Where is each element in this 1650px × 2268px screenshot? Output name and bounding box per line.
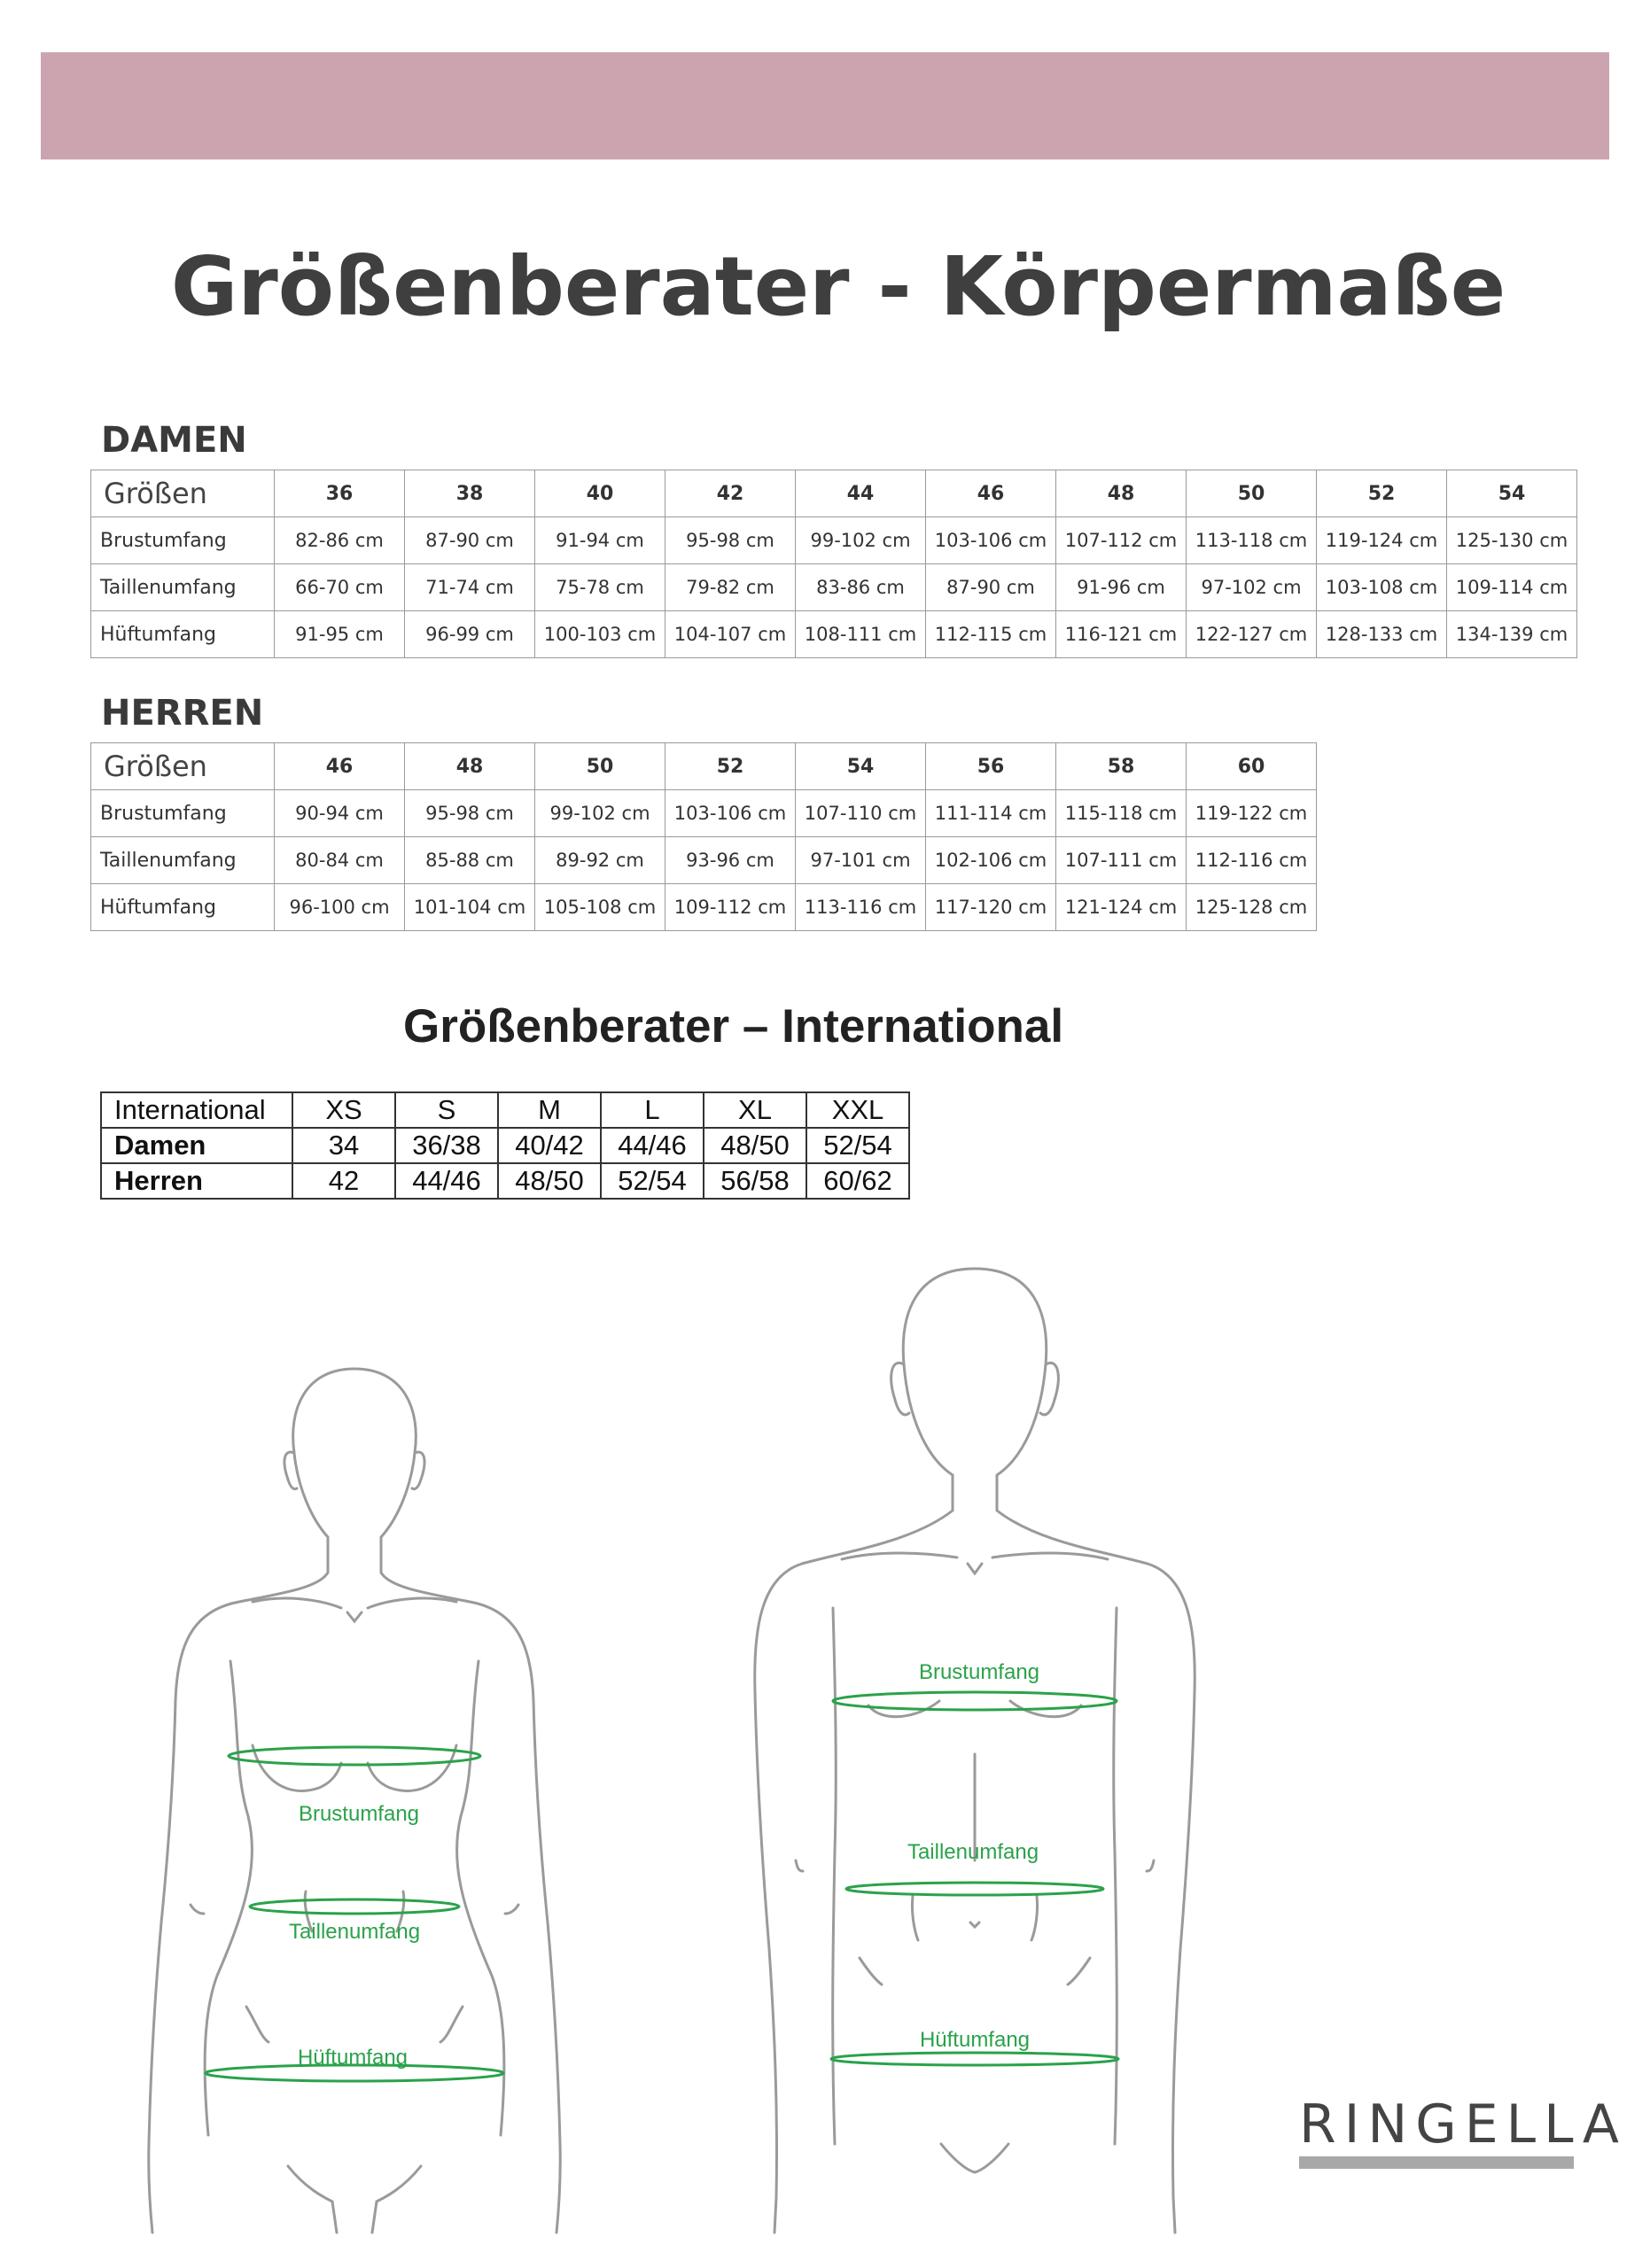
male-waist-label: Taillenumfang	[907, 1840, 1039, 1864]
table-cell: 122-127 cm	[1187, 611, 1317, 658]
male-bust-label: Brustumfang	[918, 1660, 1040, 1684]
international-size-table	[100, 1091, 910, 1200]
intl-header-cell: XS	[292, 1092, 395, 1128]
table-cell: 87-90 cm	[405, 517, 535, 564]
male-hip-label: Hüftumfang	[919, 2028, 1031, 2052]
table-cell: 75-78 cm	[535, 564, 665, 611]
female-body-figure	[106, 1355, 603, 2241]
row-label: Taillenumfang	[91, 564, 275, 611]
intl-header-cell: M	[498, 1092, 601, 1128]
table-cell: 108-111 cm	[796, 611, 926, 658]
table-cell: 48/50	[704, 1128, 806, 1163]
size-header-cell: 44	[796, 470, 926, 517]
table-cell: 107-111 cm	[1056, 837, 1187, 884]
table-cell: 82-86 cm	[275, 517, 405, 564]
female-waist-label: Taillenumfang	[288, 1920, 421, 1944]
table-cell: 91-94 cm	[535, 517, 665, 564]
table-cell: 112-116 cm	[1187, 837, 1317, 884]
table-cell: 117-120 cm	[926, 884, 1056, 931]
table-row	[91, 564, 1577, 611]
table-cell: 109-114 cm	[1447, 564, 1577, 611]
size-header-cell: 48	[405, 743, 535, 790]
female-hip-label: Hüftumfang	[297, 2046, 409, 2070]
table-row	[91, 517, 1577, 564]
table-cell: 56/58	[704, 1163, 806, 1199]
table-cell: 93-96 cm	[665, 837, 796, 884]
brand-logo	[1299, 2093, 1627, 2169]
table-cell: 103-106 cm	[665, 790, 796, 837]
table-cell: 100-103 cm	[535, 611, 665, 658]
size-header-cell: 48	[1056, 470, 1187, 517]
female-measure-lines	[206, 1747, 503, 2081]
intl-header-cell: S	[395, 1092, 498, 1128]
page-title: Größenberater - Körpermaße	[170, 239, 1506, 334]
size-header-cell: 52	[665, 743, 796, 790]
row-label: Hüftumfang	[91, 884, 275, 931]
table-cell: 85-88 cm	[405, 837, 535, 884]
table-cell: 119-122 cm	[1187, 790, 1317, 837]
table-cell: 42	[292, 1163, 395, 1199]
table-cell: 52/54	[601, 1163, 704, 1199]
size-header-cell: 54	[796, 743, 926, 790]
table-cell: 113-118 cm	[1187, 517, 1317, 564]
table-cell: 105-108 cm	[535, 884, 665, 931]
table-cell: 115-118 cm	[1056, 790, 1187, 837]
row-label: Hüftumfang	[91, 611, 275, 658]
table-cell: 34	[292, 1128, 395, 1163]
table-cell: 95-98 cm	[405, 790, 535, 837]
table-cell: 79-82 cm	[665, 564, 796, 611]
table-cell: 107-112 cm	[1056, 517, 1187, 564]
header-banner	[41, 52, 1609, 159]
size-header-cell: 54	[1447, 470, 1577, 517]
table-cell: 101-104 cm	[405, 884, 535, 931]
table-cell: 71-74 cm	[405, 564, 535, 611]
table-cell: 111-114 cm	[926, 790, 1056, 837]
table-cell: 97-101 cm	[796, 837, 926, 884]
table-row	[101, 1163, 909, 1199]
table-cell: 99-102 cm	[796, 517, 926, 564]
damen-section-label: DAMEN	[101, 420, 247, 461]
table-cell: 112-115 cm	[926, 611, 1056, 658]
table-cell: 125-130 cm	[1447, 517, 1577, 564]
table-row	[91, 790, 1317, 837]
size-header-cell: 46	[926, 470, 1056, 517]
table-cell: 109-112 cm	[665, 884, 796, 931]
male-measure-lines	[831, 1692, 1118, 2065]
female-bust-label: Brustumfang	[298, 1802, 420, 1826]
table-cell: 113-116 cm	[796, 884, 926, 931]
table-cell: 60/62	[806, 1163, 909, 1199]
male-body-figure	[735, 1258, 1214, 2241]
table-cell: 103-108 cm	[1317, 564, 1447, 611]
table-cell: 125-128 cm	[1187, 884, 1317, 931]
table-cell: 40/42	[498, 1128, 601, 1163]
table-row	[91, 611, 1577, 658]
size-header-cell: 58	[1056, 743, 1187, 790]
table-cell: 95-98 cm	[665, 517, 796, 564]
size-header-cell: 38	[405, 470, 535, 517]
table-cell: 104-107 cm	[665, 611, 796, 658]
table-row	[101, 1128, 909, 1163]
table-cell: 128-133 cm	[1317, 611, 1447, 658]
table-cell: 91-95 cm	[275, 611, 405, 658]
table-cell: 96-99 cm	[405, 611, 535, 658]
table-cell: 90-94 cm	[275, 790, 405, 837]
table-header-row	[91, 743, 1317, 790]
size-header-cell: 50	[1187, 470, 1317, 517]
herren-size-table	[90, 742, 1317, 931]
size-header-label: Größen	[91, 470, 275, 517]
table-cell: 44/46	[601, 1128, 704, 1163]
size-header-cell: 50	[535, 743, 665, 790]
table-cell: 52/54	[806, 1128, 909, 1163]
table-cell: 107-110 cm	[796, 790, 926, 837]
size-header-cell: 52	[1317, 470, 1447, 517]
table-row	[91, 837, 1317, 884]
table-cell: 87-90 cm	[926, 564, 1056, 611]
size-header-cell: 40	[535, 470, 665, 517]
table-cell: 134-139 cm	[1447, 611, 1577, 658]
male-body-outline	[755, 1269, 1195, 2233]
table-cell: 36/38	[395, 1128, 498, 1163]
table-cell: 97-102 cm	[1187, 564, 1317, 611]
table-cell: 48/50	[498, 1163, 601, 1199]
international-title: Größenberater – International	[403, 1000, 1064, 1052]
table-cell: 80-84 cm	[275, 837, 405, 884]
table-cell: 44/46	[395, 1163, 498, 1199]
table-cell: 121-124 cm	[1056, 884, 1187, 931]
row-label: Damen	[101, 1128, 292, 1163]
size-header-cell: 36	[275, 470, 405, 517]
female-body-outline	[149, 1369, 560, 2233]
size-header-label: Größen	[91, 743, 275, 790]
damen-size-table	[90, 470, 1577, 658]
size-header-cell: 60	[1187, 743, 1317, 790]
intl-header-cell: L	[601, 1092, 704, 1128]
table-cell: 96-100 cm	[275, 884, 405, 931]
row-label: Herren	[101, 1163, 292, 1199]
intl-header-cell: XXL	[806, 1092, 909, 1128]
table-cell: 99-102 cm	[535, 790, 665, 837]
row-label: Brustumfang	[91, 517, 275, 564]
table-cell: 91-96 cm	[1056, 564, 1187, 611]
table-cell: 102-106 cm	[926, 837, 1056, 884]
table-header-row	[101, 1092, 909, 1128]
table-header-row	[91, 470, 1577, 517]
table-cell: 116-121 cm	[1056, 611, 1187, 658]
table-cell: 103-106 cm	[926, 517, 1056, 564]
row-label: Taillenumfang	[91, 837, 275, 884]
intl-header-label: International	[101, 1092, 292, 1128]
herren-section-label: HERREN	[101, 693, 264, 734]
table-row	[91, 884, 1317, 931]
brand-logo-bar	[1299, 2156, 1574, 2169]
size-header-cell: 56	[926, 743, 1056, 790]
size-header-cell: 46	[275, 743, 405, 790]
table-cell: 83-86 cm	[796, 564, 926, 611]
table-cell: 119-124 cm	[1317, 517, 1447, 564]
brand-logo-text: RINGELLA	[1299, 2093, 1627, 2155]
intl-header-cell: XL	[704, 1092, 806, 1128]
row-label: Brustumfang	[91, 790, 275, 837]
table-cell: 66-70 cm	[275, 564, 405, 611]
size-header-cell: 42	[665, 470, 796, 517]
table-cell: 89-92 cm	[535, 837, 665, 884]
